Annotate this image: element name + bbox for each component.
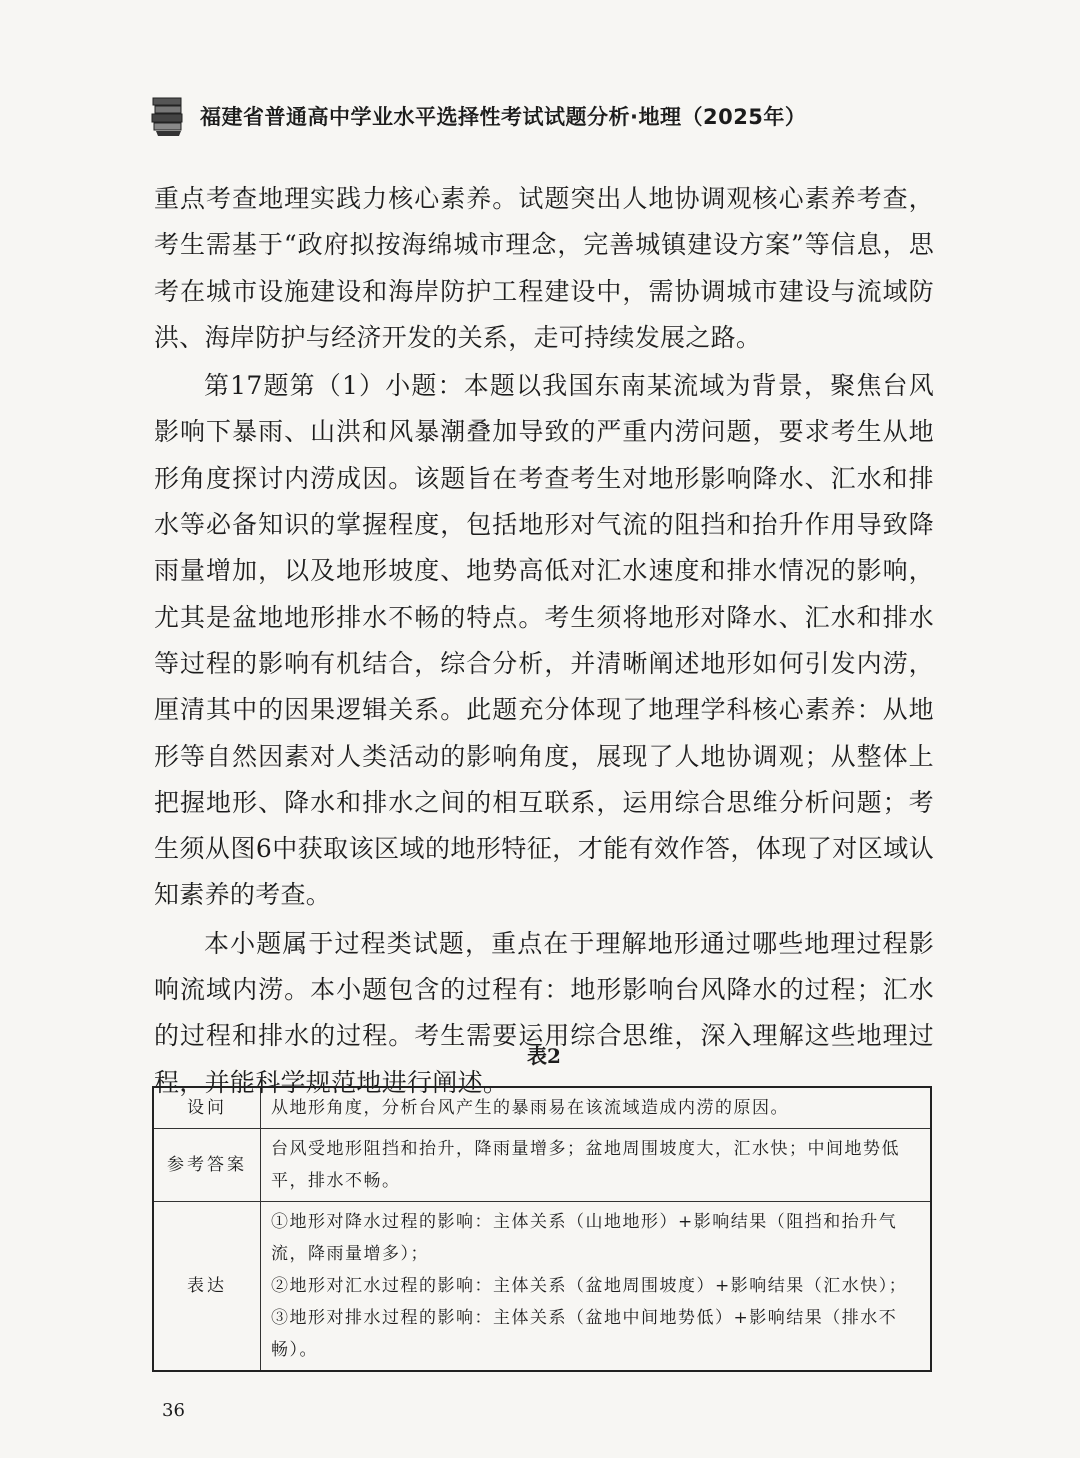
expression-item: ③地形对排水过程的影响：主体关系（盆地中间地势低）+影响结果（排水不畅）。	[271, 1308, 898, 1360]
page-header	[150, 88, 950, 144]
book-stack-icon	[150, 94, 186, 138]
table-row	[153, 1202, 931, 1372]
table-row-content: 台风受地形阻挡和抬升，降雨量增多；盆地周围坡度大，汇水快；中间地势低平，排水不畅。	[261, 1129, 932, 1202]
body-text	[154, 176, 934, 1108]
table-caption: 表2	[527, 1044, 561, 1068]
page-number: 36	[162, 1400, 185, 1421]
expression-item: ①地形对降水过程的影响：主体关系（山地地形）+影响结果（阻挡和抬升气流，降雨量增多）；	[271, 1212, 898, 1264]
table-row-label: 设问	[153, 1087, 261, 1129]
paragraph: 本小题属于过程类试题，重点在于理解地形通过哪些地理过程影响流域内涝。本小题包含的过程有：地形影响台风降水的过程；汇水的过程和排水的过程。考生需要运用综合思维，深入理解这些地理过程，并能科学规范地进行阐述。	[154, 928, 934, 1097]
table-row-label: 参考答案	[153, 1129, 261, 1202]
paragraph: 重点考查地理实践力核心素养。试题突出人地协调观核心素养考查，考生需基于“政府拟按海绵城市理念，完善城镇建设方案”等信息，思考在城市设施建设和海岸防护工程建设中，需协调城市建设与流域防洪、海岸防护与经济开发的关系，走可持续发展之路。	[154, 184, 934, 352]
answer-table	[152, 1086, 932, 1372]
paragraph: 第17题第（1）小题：本题以我国东南某流域为背景，聚焦台风影响下暴雨、山洪和风暴潮叠加导致的严重内涝问题，要求考生从地形角度探讨内涝成因。该题旨在考查考生对地形影响降水、汇水和排水等必备知识的掌握程度，包括地形对气流的阻挡和抬升作用导致降雨量增加，以及地形坡度、地势高低对汇水速度和排水情况的影响，尤其是盆地地形排水不畅的特点。考生须将地形对降水、汇水和排水等过程的影响有机结合，综合分析，并清晰阐述地形如何引发内涝，厘清其中的因果逻辑关系。此题充分体现了地理学科核心素养：从地形等自然因素对人类活动的影响角度，展现了人地协调观；从整体上把握地形、降水和排水之间的相互联系，运用综合思维分析问题；考生须从图6中获取该区域的地形特征，才能有效作答，体现了对区域认知素养的考查。	[154, 371, 934, 910]
expression-item: ②地形对汇水过程的影响：主体关系（盆地周围坡度）+影响结果（汇水快）；	[271, 1276, 908, 1296]
table-row-content	[261, 1202, 932, 1372]
table-row-content: 从地形角度，分析台风产生的暴雨易在该流域造成内涝的原因。	[261, 1087, 932, 1129]
table-row-label: 表达	[153, 1202, 261, 1372]
table-row	[153, 1087, 931, 1129]
header-title: 福建省普通高中学业水平选择性考试试题分析·地理（2025年）	[200, 105, 807, 129]
table-row	[153, 1129, 931, 1202]
